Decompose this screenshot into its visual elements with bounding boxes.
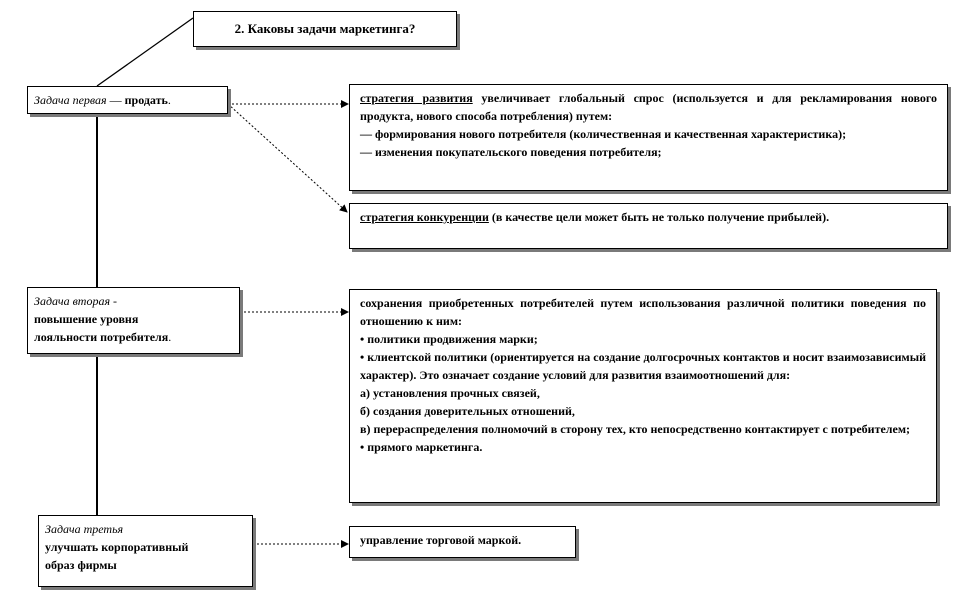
- title-connector: [97, 18, 193, 86]
- diagram-title: 2. Каковы задачи маркетинга?: [234, 21, 416, 36]
- task-1-separator: —: [106, 93, 125, 107]
- task-2-separator: -: [110, 294, 118, 308]
- growth-strategy-item: — изменения покупательского поведения потребителя;: [360, 145, 662, 159]
- growth-strategy-term: стратегия развития: [360, 91, 473, 105]
- task-2-text-line-1: повышение уровня: [34, 312, 139, 326]
- task-3-box: [38, 515, 253, 587]
- task-1-text: продать: [124, 93, 168, 107]
- task-2-label: Задача вторая: [34, 294, 111, 308]
- competition-strategy-box: [349, 203, 948, 249]
- loyalty-line: • клиентской политики (ориентируется на создание долгосрочных контактов и носит взаимозависимый характер). Это означает создание условий для развития взаимоотношений для:: [360, 350, 926, 382]
- diagram-title-box: [193, 11, 457, 47]
- arrow-to-competition: [228, 104, 347, 212]
- growth-strategy-text: увеличивает глобальный спрос (используется и для рекламирования нового продукта, нового способа потребления) путем:: [360, 91, 938, 123]
- growth-strategy-item: — формирования нового потребителя (количественная и качественная характеристика);: [360, 127, 847, 141]
- loyalty-line: в) перераспределения полномочий в сторону тех, кто непосредственно контактирует с потребителем;: [360, 422, 911, 436]
- task-3-text-line-2: образ фирмы: [45, 558, 117, 572]
- brand-management-text: управление торговой маркой.: [360, 533, 522, 547]
- loyalty-line: • политики продвижения марки;: [360, 332, 538, 346]
- loyalty-line: • прямого маркетинга.: [360, 440, 483, 454]
- loyalty-line: а) установления прочных связей,: [360, 386, 540, 400]
- task-1-tail: .: [167, 93, 171, 107]
- loyalty-line: б) создания доверительных отношений,: [360, 404, 575, 418]
- task-2-box: [27, 287, 240, 354]
- task-3-label: Задача третья: [45, 522, 124, 536]
- loyalty-description-box: [349, 289, 937, 503]
- task-2-tail: .: [168, 330, 172, 344]
- growth-strategy-box: [349, 84, 948, 191]
- loyalty-line: сохранения приобретенных потребителей путем использования различной политики поведения по отношению к ним:: [360, 296, 926, 328]
- task-1-box: [27, 86, 228, 114]
- competition-strategy-term: стратегия конкуренции: [360, 210, 489, 224]
- task-2-text-line-2: лояльности потребителя: [34, 330, 169, 344]
- task-3-text-line-1: улучшать корпоративный: [45, 540, 189, 554]
- brand-management-box: [349, 526, 576, 558]
- competition-strategy-text: (в качестве цели может быть не только получение прибылей).: [488, 210, 830, 224]
- task-1-label: Задача первая: [34, 93, 107, 107]
